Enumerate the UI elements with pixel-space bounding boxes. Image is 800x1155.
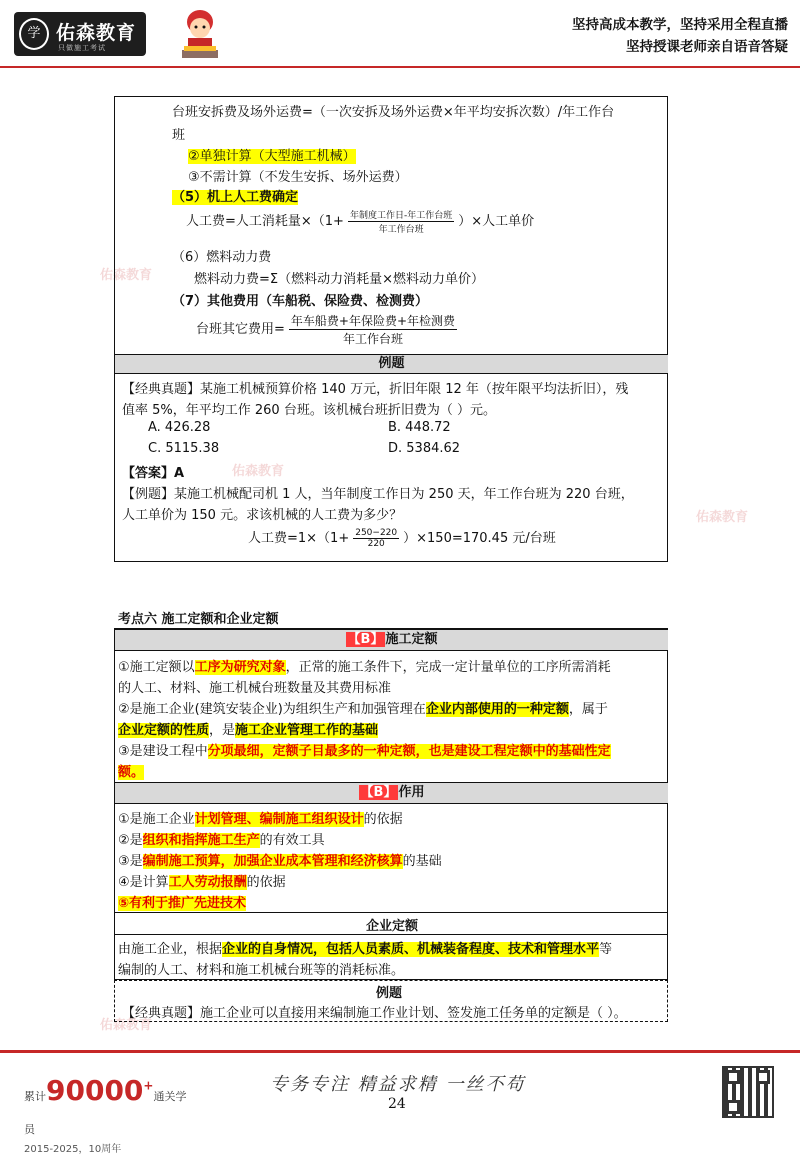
answer: 【答案】A: [122, 466, 185, 481]
text: 的基础: [402, 854, 442, 869]
highlight: 企业内部使用的一种定额: [425, 702, 569, 717]
divider: [115, 912, 668, 913]
page-number: 24: [388, 1096, 406, 1112]
highlight: 计划管理、编制施工组织设计: [194, 812, 364, 827]
text: ②是施工企业(建筑安装企业)为组织生产和加强管理在: [118, 702, 426, 717]
fraction-denominator: 年工作台班: [378, 225, 424, 235]
fraction-numerator: 年车船费+年保险费+年检测费: [290, 314, 456, 328]
bar-title: 施工定额: [385, 632, 438, 647]
watermark: 佑森教育: [696, 510, 749, 525]
question-line: 人工单价为 150 元。求该机械的人工费为多少？: [122, 508, 403, 523]
question-line: 【例题】某施工机械配司机 1 人，当年制度工作日为 250 天，年工作台班为 220 台班，: [122, 487, 634, 502]
text: 的依据: [246, 875, 286, 890]
text: 的依据: [363, 812, 403, 827]
formula-part: ）×150=170.45 元/台班: [403, 531, 556, 546]
count-plus: +: [143, 1078, 154, 1093]
labor-cost-formula: [186, 208, 534, 235]
text-line: [118, 829, 325, 848]
text: ，正常的施工条件下，完成一定计量单位的工序所需消耗: [285, 660, 611, 675]
text-line: 台班安拆费及场外运费=（一次安拆及场外运费×年平均安拆次数）/年工作台: [172, 105, 615, 120]
text: 由施工企业，根据: [118, 942, 223, 957]
qr-code-icon: [722, 1066, 774, 1118]
construction-quota-bar: [115, 629, 668, 651]
highlight: 组织和指挥施工生产: [142, 833, 260, 848]
text-line: （7）其他费用（车船税、保险费、检测费）: [172, 294, 429, 309]
logo-name: 佑森教育: [56, 22, 137, 44]
fraction-numerator: 250−220: [355, 528, 398, 538]
footer-divider: [0, 1050, 800, 1053]
text-line: 编制的人工、材料和施工机械台班等的消耗标准。: [118, 963, 405, 978]
count-suffix: 通关学员: [24, 1090, 187, 1136]
text-line: [118, 850, 442, 869]
other-cost-formula: [196, 312, 461, 347]
text: ，属于: [568, 702, 608, 717]
highlight: 企业的自身情况，包括人员素质、机械装备程度、技术和管理水平: [222, 942, 600, 957]
fraction: [348, 208, 454, 235]
text: ④是计算: [118, 875, 169, 890]
slogan-line-2: 坚持授课老师亲自语音答疑: [626, 39, 788, 55]
formula-part: 人工费=人工消耗量×（1+: [186, 214, 344, 229]
section-heading: 考点六 施工定额和企业定额: [118, 612, 279, 627]
brand-logo: [14, 12, 146, 56]
text-line: [118, 719, 378, 738]
watermark: 佑森教育: [100, 268, 153, 283]
text-line: （6）燃料动力费: [172, 250, 272, 265]
option-d: D. 5384.62: [388, 441, 461, 456]
option-b: B. 448.72: [388, 420, 451, 435]
function-bar: [115, 782, 668, 804]
option-a: A. 426.28: [148, 420, 211, 435]
highlight: 施工企业管理工作的基础: [235, 723, 379, 738]
formula-part: ）×人工单价: [458, 214, 535, 229]
text-line: 的人工、材料、施工机械台班数量及其费用标准: [118, 681, 392, 696]
count-prefix: 累计: [24, 1090, 46, 1103]
text-line: [188, 145, 356, 164]
highlight: 企业定额的性质: [118, 723, 210, 738]
example-title: 例题: [376, 986, 403, 1001]
highlight: 工序为研究对象: [194, 660, 286, 675]
text: 的有效工具: [259, 833, 325, 848]
level-b-tag: 【B】: [347, 632, 384, 647]
fraction-denominator: 年工作台班: [342, 332, 403, 346]
example-title-bar: 例题: [115, 354, 668, 374]
fraction-numerator: 年制度工作日-年工作台班: [348, 208, 454, 222]
logo-subtitle: 只做施工考试: [58, 44, 106, 52]
formula-part: 台班其它费用=: [196, 322, 285, 337]
fraction-denominator: 220: [367, 539, 385, 549]
text: 等: [599, 942, 613, 957]
highlight: （5）机上人工费确定: [172, 190, 299, 205]
text-line: [118, 892, 246, 911]
divider: [115, 934, 668, 935]
text-line: ③不需计算（不发生安拆、场外运费）: [188, 170, 408, 185]
highlight: 编制施工预算，加强企业成本管理和经济核算: [142, 854, 403, 869]
enterprise-quota-title: 企业定额: [366, 919, 419, 934]
text-line: 班: [172, 128, 186, 143]
text: ②是: [118, 833, 143, 848]
text-line: [118, 698, 608, 717]
text-line: [118, 740, 611, 759]
text-line: [118, 871, 286, 890]
learner-count: [24, 1074, 194, 1155]
text: ①是施工企业: [118, 812, 195, 827]
text: ③是建设工程中: [118, 744, 208, 759]
watermark: 佑森教育: [232, 464, 285, 479]
text-line: [118, 761, 144, 780]
highlight: ②单独计算（大型施工机械）: [188, 149, 356, 164]
highlight: ⑤有利于推广先进技术: [118, 896, 247, 911]
level-b-tag: 【B】: [360, 785, 397, 800]
option-c: C. 5115.38: [148, 441, 220, 456]
text: ③是: [118, 854, 143, 869]
fraction: [289, 312, 457, 347]
text-line: [118, 656, 611, 675]
fraction: [353, 528, 399, 549]
text-line: 燃料动力费=Σ（燃料动力消耗量×燃料动力单价）: [194, 272, 484, 287]
highlight: 分项最细，定额子目最多的一种定额，也是建设工程定额中的基础性定: [207, 744, 611, 759]
question-line: 值率 5%，年平均工作 260 台班。该机械台班折旧费为（ ）元。: [122, 403, 496, 418]
text-line: [172, 186, 298, 205]
text: ①施工定额以: [118, 660, 195, 675]
bar-title: 作用: [398, 785, 425, 800]
motto-signature: 专务专注 精益求精 一丝不苟: [270, 1074, 526, 1095]
formula-part: 人工费=1×（1+: [248, 531, 350, 546]
highlight: 额。: [118, 765, 145, 780]
slogan: [572, 14, 788, 58]
count-number: 90000: [46, 1074, 144, 1107]
header-divider: [0, 66, 800, 68]
text-line: [118, 938, 612, 957]
slogan-line-1: 坚持高成本教学，坚持采用全程直播: [572, 17, 788, 33]
question-line: 【经典真题】某施工机械预算价格 140 万元，折旧年限 12 年（按年限平均法折旧），残: [122, 382, 629, 397]
watermark: 佑森教育: [100, 1018, 153, 1033]
question-line: 【经典真题】施工企业可以直接用来编制施工作业计划、签发施工任务单的定额是（ ）。: [122, 1006, 627, 1021]
mascot-icon: [178, 6, 222, 62]
page-header: [0, 0, 800, 72]
text: ，是: [209, 723, 236, 738]
highlight: 工人劳动报酬: [168, 875, 247, 890]
logo-seal-icon: 学: [19, 18, 49, 50]
text-line: [118, 808, 403, 827]
years: 2015-2025，10周年: [24, 1144, 122, 1155]
labor-cost-calculation: [248, 527, 556, 549]
